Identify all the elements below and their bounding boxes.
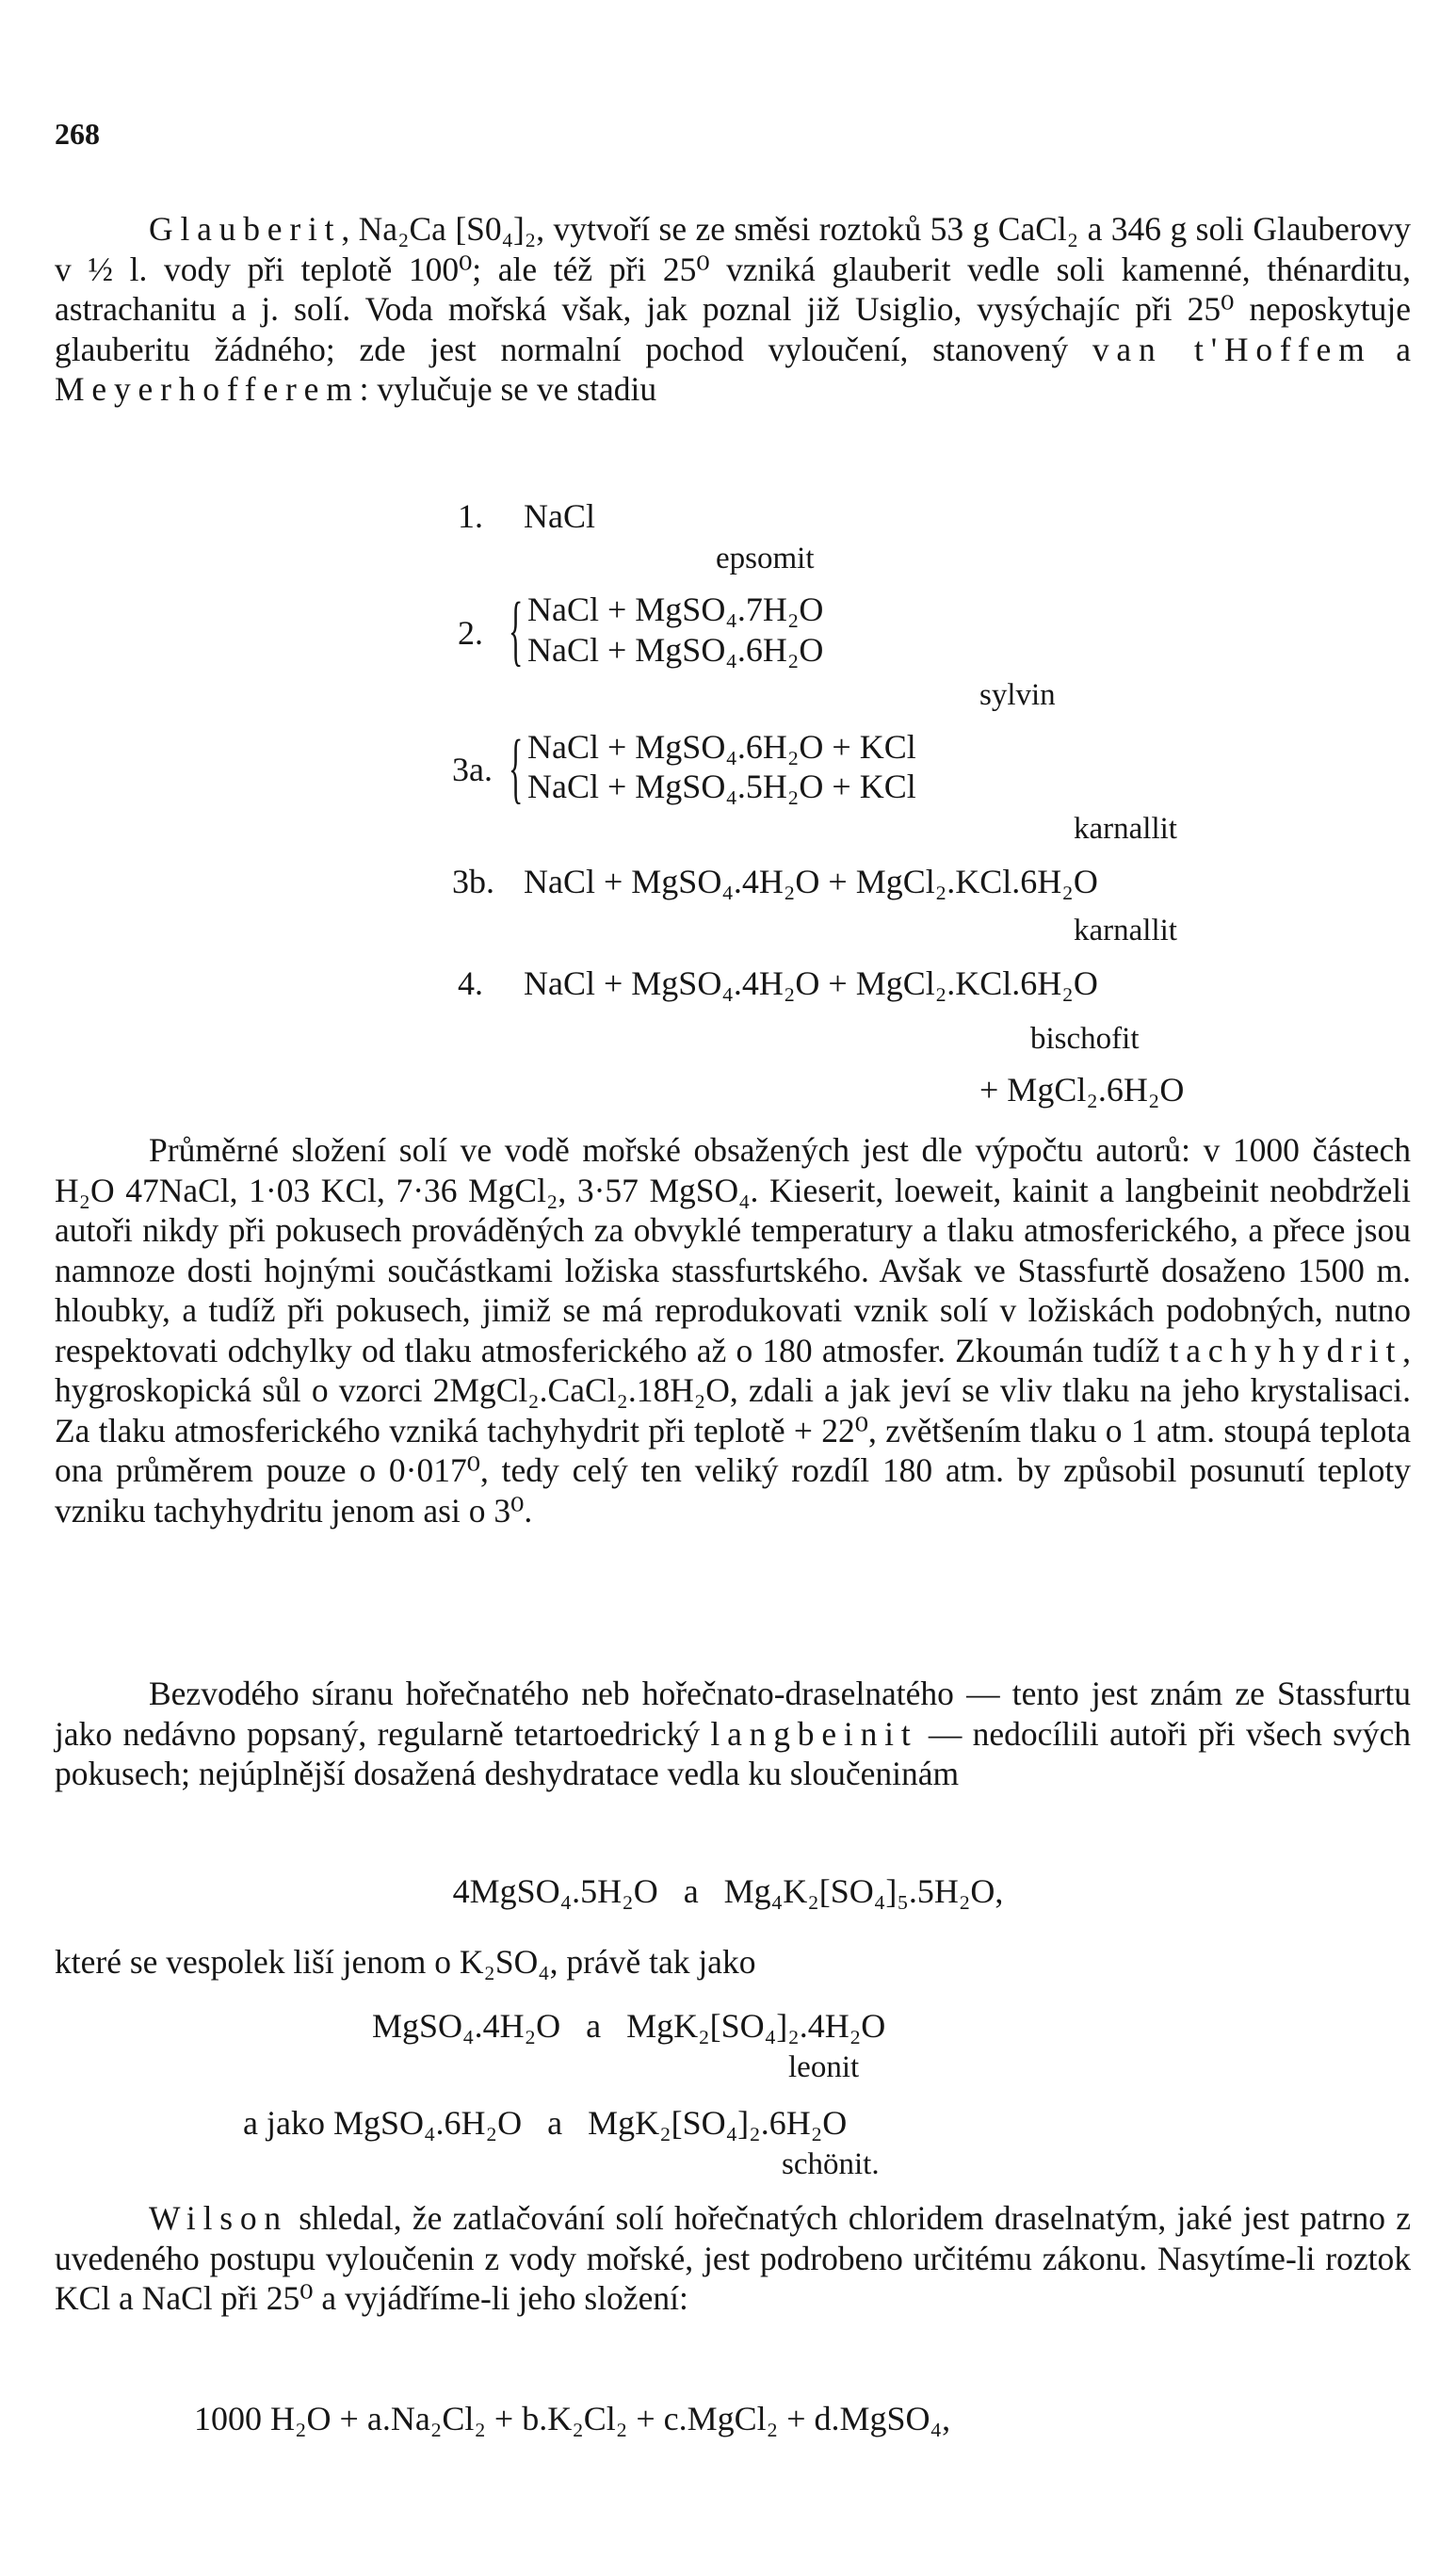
label-karnallit: karnallit xyxy=(1074,914,1177,947)
formula-4: 1000 H₂O + a.Na₂Cl₂ + b.K₂Cl₂ + c.MgCl₂ + d.MgSO₄, xyxy=(194,2400,951,2437)
term-glauberit: Glauberit xyxy=(149,210,342,248)
stage-4-equation-2: + MgCl₂.6H₂O xyxy=(979,1071,1185,1109)
stage-3b-equation: NaCl + MgSO₄.4H₂O + MgCl₂.KCl.6H₂O xyxy=(524,863,1098,900)
label-karnallit: karnallit xyxy=(1074,812,1177,846)
label-leonit: leonit xyxy=(788,2050,860,2084)
stage-2-equation-a: NaCl + MgSO₄.7H₂O xyxy=(527,591,824,628)
formula-2: MgSO₄.4H₂O a MgK₂[SO₄]₂.4H₂O xyxy=(372,2007,886,2045)
term-tachyhydrit: tachyhydrit xyxy=(1169,1331,1403,1369)
brace-icon: { xyxy=(509,587,524,674)
brace-icon: { xyxy=(509,724,524,812)
stage-3a-number: 3a. xyxy=(452,751,493,788)
term-langbeinit: langbeinit xyxy=(710,1714,918,1753)
label-schonit: schönit. xyxy=(782,2147,880,2181)
paragraph-text: vytvoří se ze směsi roztoků 53 g CaCl₂ a 346 g soli Glauberovy v ½ l. vody při teplotě 100⁰; ale též při 25⁰ vzniká glauberit vedle soli kamenné, thénarditu, astrachanitu a j. solí. Voda mořská však, jak poznal již Usiglio, vysýchajíc při 25⁰ neposkytuje glauberitu žádného; zde jest normalní pochod vyloučení, stanovený xyxy=(55,210,1411,368)
stage-3b-number: 3b. xyxy=(452,863,494,900)
stage-2-number: 2. xyxy=(458,614,483,652)
paragraph-wilson: Wilson shledal, že zatlačování solí hořečnatých chloridem draselnatým, jaké jest patrno z uvedeného postupu vyloučenin z vody mořské, jest podrobeno určitému zákonu. Nasytíme-li roztok KCl a NaCl při 25⁰ a vyjádříme-li jeho složení: xyxy=(55,2199,1411,2317)
paragraph-anhydrous: Bezvodého síranu hořečnatého neb hořečnato-draselnatého — tento jest znám ze Stassfurtu jako nedávno popsaný, regularně tetartoedrický langbeinit — nedocílili autoři při všech svých pokusech; nejúplnější dosažená deshydratace vedla ku sloučeninám xyxy=(55,1675,1411,1792)
stage-4-number: 4. xyxy=(458,964,483,1002)
stage-1-number: 1. xyxy=(458,497,483,535)
label-epsomit: epsomit xyxy=(716,542,815,575)
author-meyerhoffer: Meyerhofferem xyxy=(55,370,360,408)
stage-4-equation: NaCl + MgSO₄.4H₂O + MgCl₂.KCl.6H₂O xyxy=(524,964,1098,1002)
stage-1-equation: NaCl xyxy=(524,497,595,535)
stage-2-equation-b: NaCl + MgSO₄.6H₂O xyxy=(527,631,824,669)
stage-3a-equation-b: NaCl + MgSO₄.5H₂O + KCl xyxy=(527,768,916,805)
paragraph-composition: Průměrné složení solí ve vodě mořské obsažených jest dle výpočtu autorů: v 1000 částech H₂O 47NaCl, 1·03 KCl, 7·36 MgCl₂, 3·57 MgSO₄. Kieserit, loeweit, kainit a langbeinit neobdrželi autoři nikdy při pokusech prováděných za obvyklé temperatury a tlaku atmosferického, a přece jsou namnoze dosti hojnými součástkami ložiska stassfurtského. Avšak ve Stassfurtě dosaženo 1500 m. hloubky, a tudíž při pokusech, jimiž se má reprodukovati vznik solí v ložiskách podobných, nutno respektovati odchylky od tlaku atmosferického až o 180 atmosfer. Zkoumán tudíž tachyhydrit, hygroskopická sůl o vzorci 2MgCl₂.CaCl₂.18H₂O, zdali a jak jeví se vliv tlaku na jeho krystalisaci. Za tlaku atmosferického vzniká tachyhydrit při teplotě + 22⁰, zvětšením tlaku o 1 atm. stoupá teplota ona průměrem pouze o 0·017⁰, tedy celý ten veliký rozdíl 180 atm. by způsobil posunutí teploty vzniku tachyhydritu jenom asi o 3⁰. xyxy=(55,1131,1411,1530)
formula-1: 4MgSO₄.5H₂O a Mg₄K₂[SO₄]₅.5H₂O, xyxy=(452,1872,1004,1910)
formula-3: a jako MgSO₄.6H₂O a MgK₂[SO₄]₂.6H₂O xyxy=(243,2104,848,2142)
author-wilson: Wilson xyxy=(149,2199,288,2237)
paragraph-glauberit: Glauberit, Na₂Ca [S0₄]₂, vytvoří se ze směsi roztoků 53 g CaCl₂ a 346 g soli Glauberovy v ½ l. vody při teplotě 100⁰; ale též při 25⁰ vzniká glauberit vedle soli kamenné, thénarditu, astrachanitu a j. solí. Voda mořská však, jak poznal již Usiglio, vysýchajíc při 25⁰ neposkytuje glauberitu žádného; zde jest normalní pochod vyloučení, stanovený van t'Hoffem a Meyerhofferem: vylučuje se ve stadiu xyxy=(55,210,1412,408)
stage-3a-equation-a: NaCl + MgSO₄.6H₂O + KCl xyxy=(527,728,916,766)
glauberit-formula: , Na₂Ca [S0₄]₂, xyxy=(341,210,545,248)
page-number: 268 xyxy=(55,117,100,151)
author-vant-hoff: van t'Hoffem xyxy=(1092,330,1372,368)
label-sylvin: sylvin xyxy=(979,678,1056,712)
label-bischofit: bischofit xyxy=(1030,1022,1140,1056)
paragraph-difference: které se vespolek liší jenom o K₂SO₄, právě tak jako xyxy=(55,1943,756,1981)
